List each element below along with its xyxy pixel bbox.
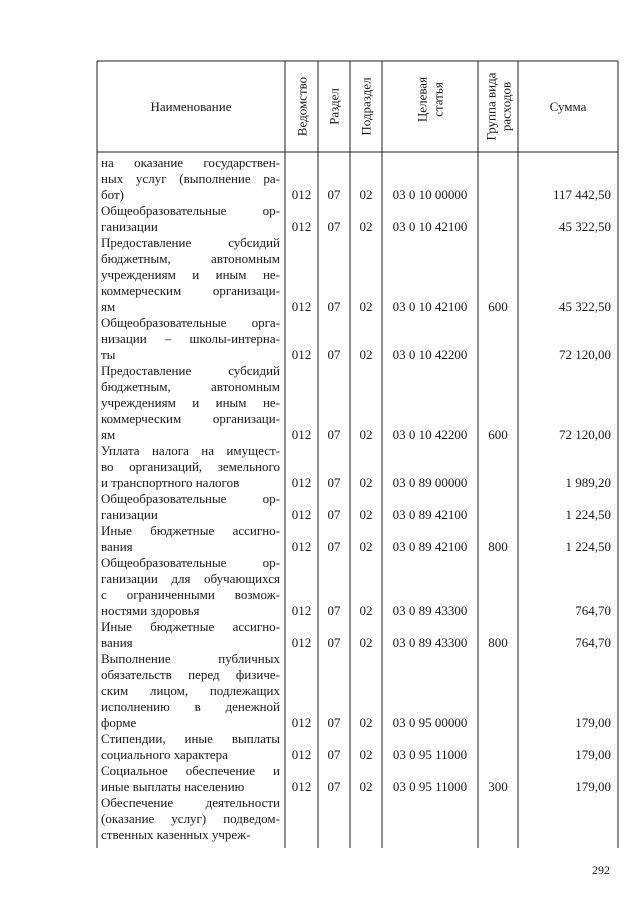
row-name-line: вания — [101, 539, 133, 554]
cell-target: 03 0 95 00000 — [392, 715, 468, 730]
cell-sum: 764,70 — [575, 603, 611, 618]
cell-sum: 1 989,20 — [565, 475, 611, 490]
row-name-line: ностями здоровья — [101, 603, 200, 618]
cell-sum: 179,00 — [575, 747, 611, 762]
cell-target: 03 0 95 11000 — [392, 779, 468, 794]
cell-target: 03 0 10 42100 — [392, 219, 468, 234]
cell-ved: 012 — [291, 427, 312, 442]
row-name-line: бюджетным, автономным — [101, 379, 280, 394]
row-name-line: с ограниченными возмож- — [101, 587, 280, 602]
cell-podrazdel: 02 — [359, 427, 373, 442]
row-name-line: Выполнение публичных — [101, 651, 280, 666]
header-sum: Сумма — [549, 99, 587, 114]
row-name-line: (оказание услуг) подведом- — [101, 811, 280, 826]
cell-ved: 012 — [291, 475, 312, 490]
cell-podrazdel: 02 — [359, 539, 373, 554]
cell-ved: 012 — [291, 747, 312, 762]
cell-podrazdel: 02 — [359, 475, 373, 490]
row-name-line: Предоставление субсидий — [101, 235, 280, 250]
cell-sum: 45 322,50 — [559, 299, 611, 314]
cell-podrazdel: 02 — [359, 779, 373, 794]
row-name-line: учреждениям и иным не- — [101, 395, 280, 410]
row-name-line: Обеспечение деятельности — [101, 795, 280, 810]
cell-ved: 012 — [291, 603, 312, 618]
row-name-line: исполнению в денежной — [101, 699, 280, 714]
cell-podrazdel: 02 — [359, 747, 373, 762]
header-target-line1: Целевая — [414, 76, 430, 123]
cell-target: 03 0 10 42200 — [392, 347, 468, 362]
row-name-line: коммерческим организаци- — [101, 283, 280, 298]
row-name-line: Уплата налога на имущест- — [101, 443, 280, 458]
cell-group: 800 — [488, 635, 508, 650]
cell-ved: 012 — [291, 187, 312, 202]
row-name-line: Предоставление субсидий — [101, 363, 280, 378]
row-name-line: Общеобразовательные орга- — [101, 315, 280, 330]
row-name-line: Общеобразовательные ор- — [101, 491, 280, 506]
row-name-line: Иные бюджетные ассигно- — [101, 523, 280, 538]
row-name-line: ям — [101, 427, 116, 442]
row-name-line: ганизации — [101, 219, 158, 234]
row-name-line: во организаций, земельного — [101, 459, 280, 474]
row-name-line: ты — [101, 347, 116, 362]
row-name-line: ским лицом, подлежащих — [101, 683, 280, 698]
cell-razdel: 07 — [327, 603, 341, 618]
header-razdel: Раздел — [326, 88, 342, 125]
cell-sum: 117 442,50 — [552, 187, 611, 202]
row-name-line: Иные бюджетные ассигно- — [101, 619, 280, 634]
cell-ved: 012 — [291, 539, 312, 554]
row-name-line: ганизации для обучающихся — [101, 571, 280, 586]
row-name-line: социального характера — [101, 747, 228, 762]
cell-podrazdel: 02 — [359, 715, 373, 730]
header-podrazdel: Подраздел — [358, 77, 374, 136]
cell-target: 03 0 10 42200 — [392, 427, 468, 442]
row-name-line: бот) — [101, 187, 124, 202]
row-name-line: и транспортного налогов — [101, 475, 240, 490]
header-target-line2: статья — [430, 82, 446, 117]
cell-razdel: 07 — [327, 347, 341, 362]
cell-target: 03 0 89 00000 — [392, 475, 468, 490]
cell-ved: 012 — [291, 715, 312, 730]
cell-target: 03 0 95 11000 — [392, 747, 468, 762]
cell-razdel: 07 — [327, 187, 341, 202]
cell-target: 03 0 10 42100 — [392, 299, 468, 314]
cell-target: 03 0 89 42100 — [392, 539, 468, 554]
row-name-line: бюджетным, автономным — [101, 251, 280, 266]
row-name-line: обязательств перед физиче- — [101, 667, 280, 682]
cell-target: 03 0 89 42100 — [392, 507, 468, 522]
cell-razdel: 07 — [327, 427, 341, 442]
row-name-line: ных услуг (выполнение ра- — [101, 171, 280, 186]
cell-ved: 012 — [291, 299, 312, 314]
row-name-line: Общеобразовательные ор- — [101, 555, 280, 570]
cell-podrazdel: 02 — [359, 187, 373, 202]
cell-razdel: 07 — [327, 715, 341, 730]
cell-ved: 012 — [291, 635, 312, 650]
cell-group: 600 — [488, 299, 508, 314]
cell-podrazdel: 02 — [359, 219, 373, 234]
cell-razdel: 07 — [327, 299, 341, 314]
cell-group: 300 — [488, 779, 508, 794]
header-name: Наименование — [150, 99, 232, 114]
header-group-line2: расходов — [498, 81, 514, 132]
row-name-line: на оказание государствен- — [101, 155, 280, 170]
row-name-line: ганизации — [101, 507, 158, 522]
row-name-line: вания — [101, 635, 133, 650]
cell-razdel: 07 — [327, 219, 341, 234]
row-name-line: ственных казенных учреж- — [101, 827, 251, 842]
row-name-line: Социальное обеспечение и — [101, 763, 280, 778]
cell-target: 03 0 89 43300 — [392, 635, 468, 650]
cell-sum: 179,00 — [575, 715, 611, 730]
cell-podrazdel: 02 — [359, 635, 373, 650]
cell-razdel: 07 — [327, 779, 341, 794]
row-name-line: низации – школы-интерна- — [101, 331, 280, 346]
cell-sum: 1 224,50 — [565, 507, 611, 522]
row-name-line: учреждениям и иным не- — [101, 267, 280, 282]
cell-target: 03 0 89 43300 — [392, 603, 468, 618]
cell-podrazdel: 02 — [359, 603, 373, 618]
cell-razdel: 07 — [327, 507, 341, 522]
cell-group: 600 — [488, 427, 508, 442]
cell-ved: 012 — [291, 219, 312, 234]
cell-podrazdel: 02 — [359, 347, 373, 362]
cell-ved: 012 — [291, 779, 312, 794]
row-name-line: форме — [101, 715, 137, 730]
row-name-line: Стипендии, иные выплаты — [101, 731, 280, 746]
row-name-line: Общеобразовательные ор- — [101, 203, 280, 218]
cell-sum: 72 120,00 — [559, 427, 611, 442]
cell-razdel: 07 — [327, 747, 341, 762]
cell-podrazdel: 02 — [359, 507, 373, 522]
cell-sum: 72 120,00 — [559, 347, 611, 362]
cell-podrazdel: 02 — [359, 299, 373, 314]
cell-razdel: 07 — [327, 539, 341, 554]
row-name-line: иные выплаты населению — [101, 779, 245, 794]
cell-sum: 45 322,50 — [559, 219, 611, 234]
cell-target: 03 0 10 00000 — [392, 187, 468, 202]
header-ved: Ведомство — [294, 76, 310, 137]
cell-sum: 764,70 — [575, 635, 611, 650]
row-name-line: ям — [101, 299, 116, 314]
cell-sum: 1 224,50 — [565, 539, 611, 554]
cell-sum: 179,00 — [575, 779, 611, 794]
page-number: 292 — [592, 863, 610, 877]
row-name-line: коммерческим организаци- — [101, 411, 280, 426]
cell-group: 800 — [488, 539, 508, 554]
cell-razdel: 07 — [327, 635, 341, 650]
cell-ved: 012 — [291, 347, 312, 362]
cell-razdel: 07 — [327, 475, 341, 490]
header-group-line1: Группа вида — [483, 72, 499, 141]
cell-ved: 012 — [291, 507, 312, 522]
